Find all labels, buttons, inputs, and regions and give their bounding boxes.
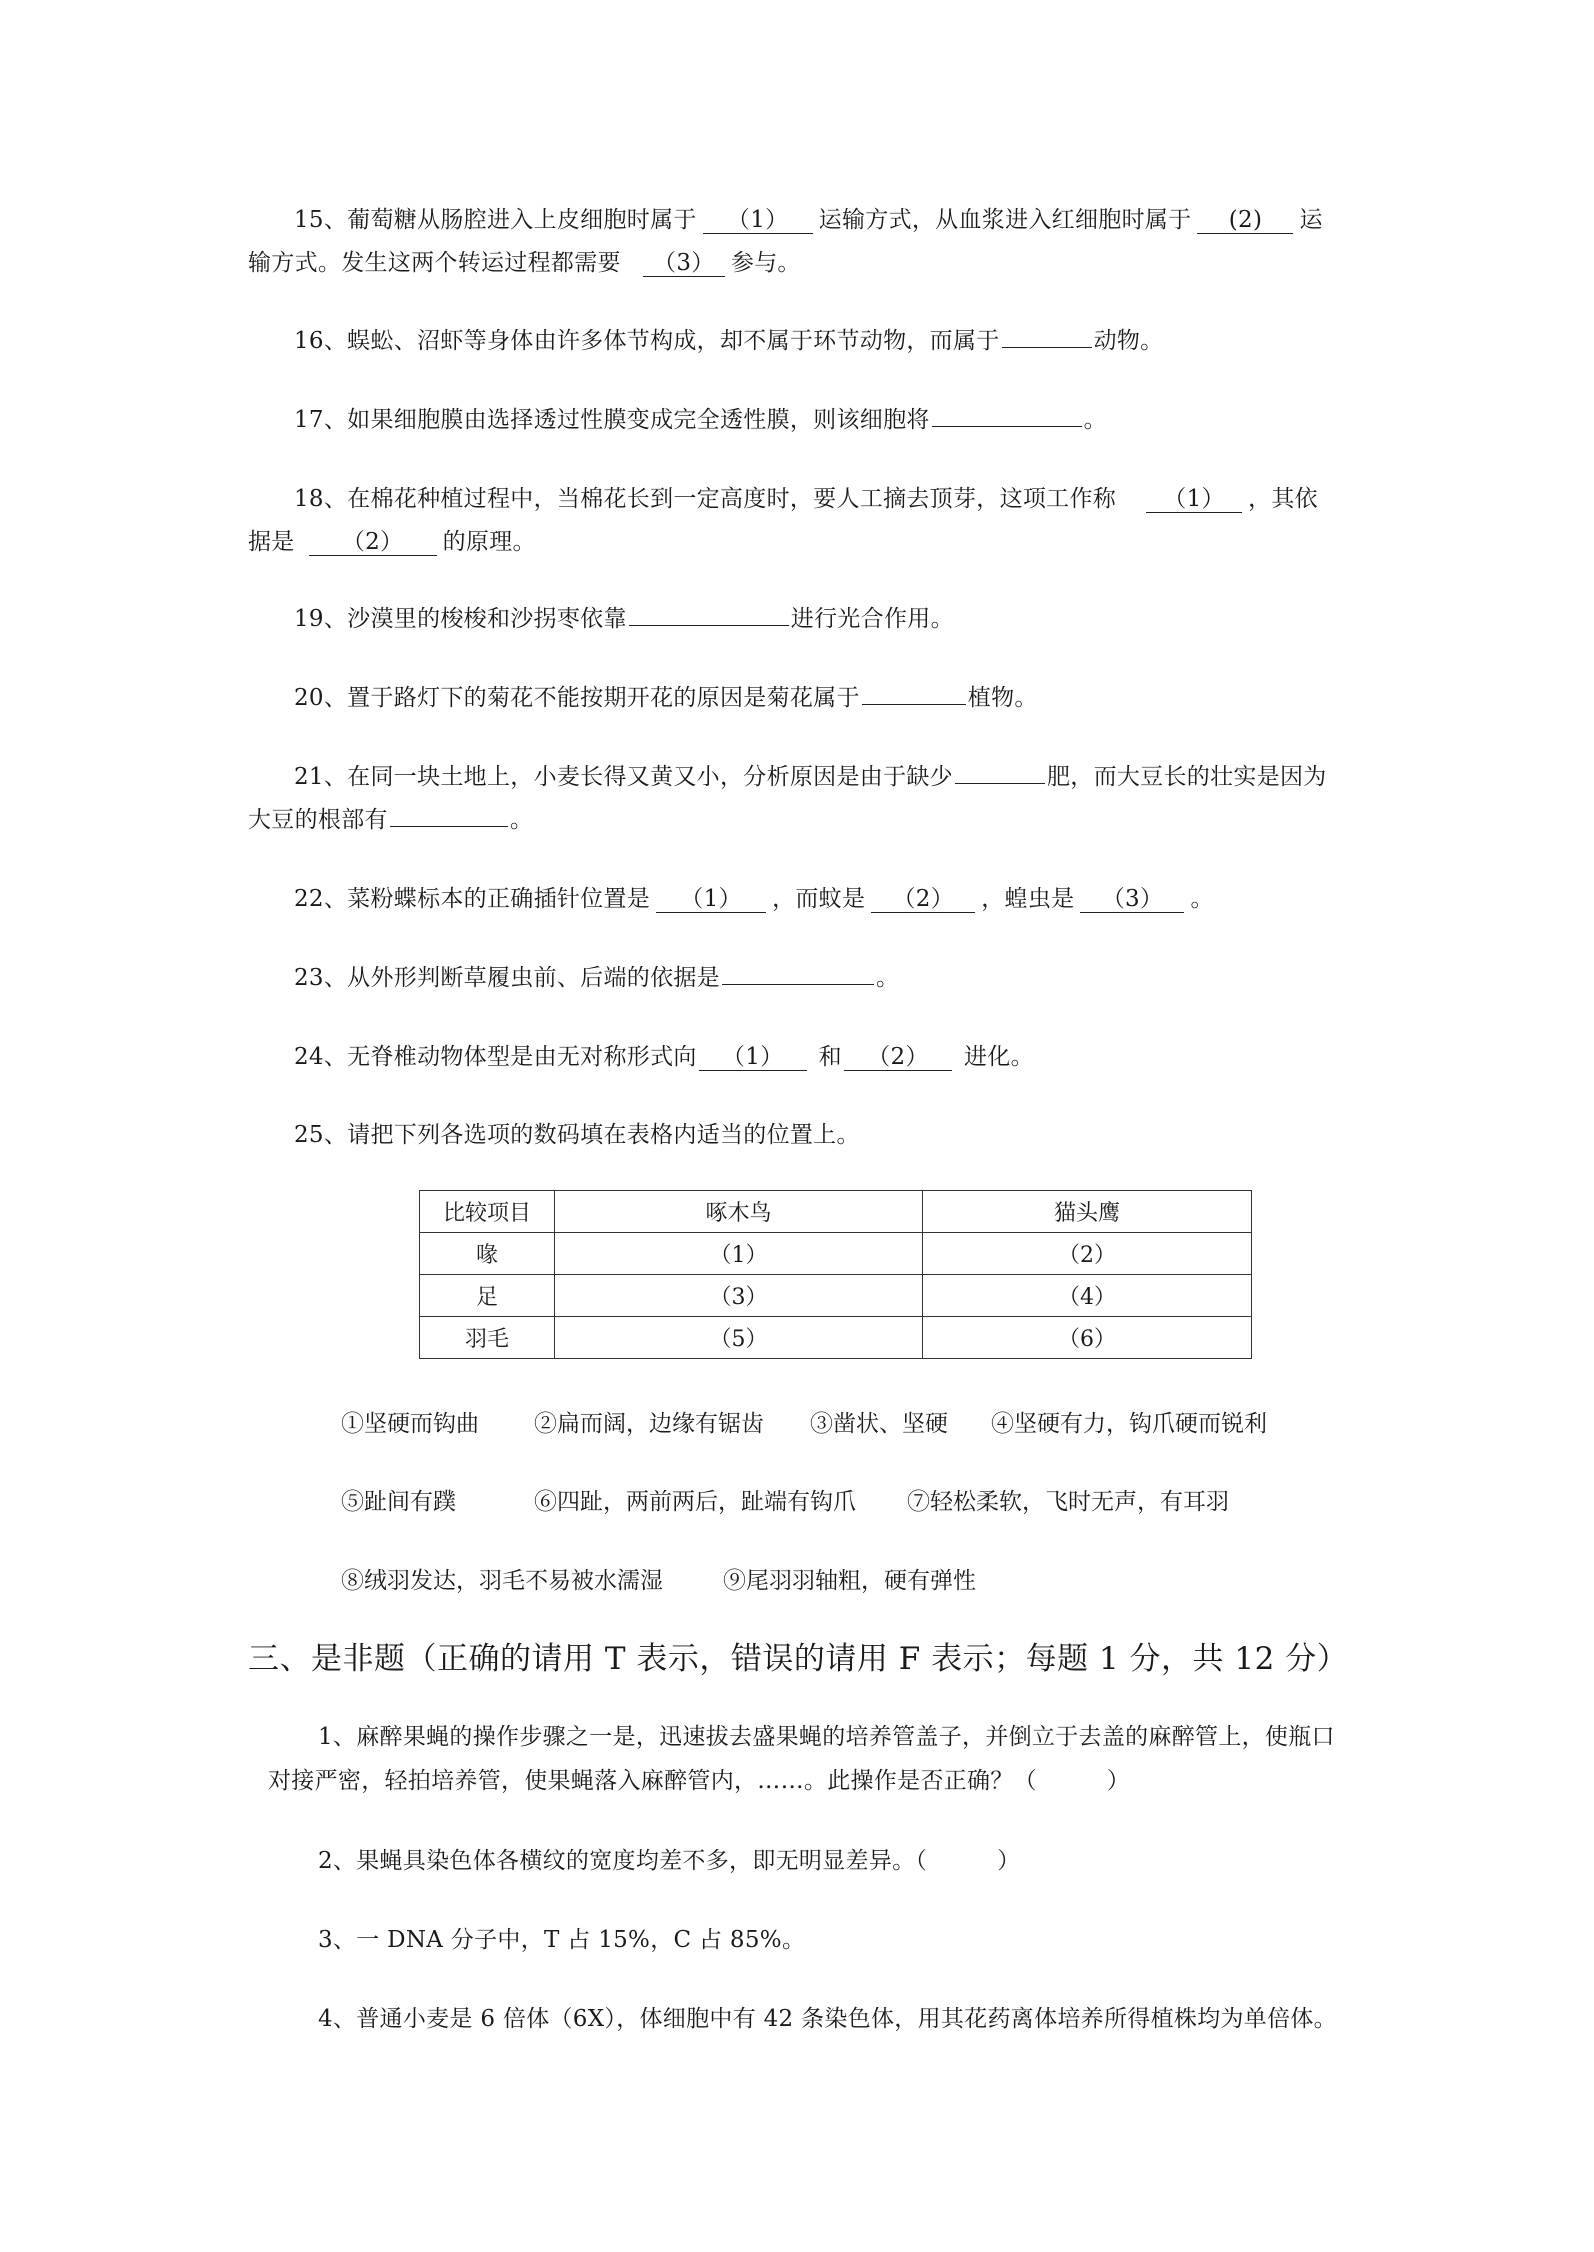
question-17 [294, 405, 1107, 435]
option-4: ④坚硬有力，钩爪硬而锐利 [991, 1411, 1267, 1437]
question-15-text: 15、葡萄糖从肠腔进入上皮细胞时属于 [294, 207, 697, 233]
answer-blank[interactable] [955, 783, 1045, 784]
answer-blank[interactable]: （3） [643, 250, 725, 277]
question-19-text: 19、沙漠里的梭梭和沙拐枣依靠 [294, 606, 627, 632]
question-15-line-1 [294, 205, 1323, 235]
question-15-text: 运输方式，从血浆进入红细胞时属于 [818, 207, 1192, 233]
true-false-1-line-1: 1、麻醉果蝇的操作步骤之一是，迅速拔去盛果蝇的培养管盖子，并倒立于去盖的麻醉管上，使瓶口 [318, 1724, 1335, 1750]
answer-blank[interactable]: （3） [1080, 886, 1184, 913]
question-22-text: 22、菜粉蝶标本的正确插针位置是 [294, 886, 651, 912]
question-24-text: 和 [818, 1044, 842, 1070]
answer-blank[interactable]: (2) [1197, 207, 1293, 234]
table-cell[interactable]: （6） [923, 1317, 1252, 1359]
question-18-text: 据是 [248, 529, 295, 555]
question-18-line-2 [248, 527, 536, 557]
question-17-text: 。 [1083, 407, 1107, 433]
question-24-text: 24、无脊椎动物体型是由无对称形式向 [294, 1044, 697, 1070]
true-false-3: 3、一 DNA 分子中，T 占 15%，C 占 85%。 [318, 1927, 806, 1953]
option-1: ①坚硬而钩曲 [341, 1411, 479, 1437]
answer-blank[interactable] [932, 426, 1082, 427]
option-2: ②扁而阔，边缘有锯齿 [534, 1411, 764, 1437]
option-5: ⑤趾间有蹼 [341, 1489, 456, 1515]
table-row-label: 羽毛 [420, 1317, 555, 1359]
option-7: ⑦轻松柔软，飞时无声，有耳羽 [907, 1489, 1229, 1515]
question-19 [294, 604, 954, 634]
answer-blank[interactable] [722, 984, 874, 985]
question-21-text: 21、在同一块土地上，小麦长得又黄又小，分析原因是由于缺少 [294, 764, 953, 790]
comparison-table [419, 1190, 1252, 1359]
question-21-text: 。 [509, 807, 534, 833]
answer-blank[interactable]: （1） [703, 207, 813, 234]
question-17-text: 17、如果细胞膜由选择透过性膜变成完全透性膜，则该细胞将 [294, 407, 930, 433]
table-cell[interactable]: （4） [923, 1275, 1252, 1317]
true-false-1-line-2: 对接严密，轻拍培养管，使果蝇落入麻醉管内，……。此操作是否正确？（ ） [268, 1768, 1131, 1794]
question-22-text: 。 [1190, 886, 1214, 912]
question-15-text: 输方式。发生这两个转运过程都需要 [248, 250, 621, 276]
table-header-cell: 猫头鹰 [923, 1191, 1252, 1233]
option-6: ⑥四趾，两前两后，趾端有钩爪 [534, 1489, 856, 1515]
answer-blank[interactable]: （1） [1146, 486, 1242, 513]
question-25 [294, 1120, 860, 1150]
option-3: ③凿状、坚硬 [810, 1411, 948, 1437]
question-18-text: 的原理。 [442, 529, 536, 555]
table-row [420, 1275, 1252, 1317]
question-19-text: 进行光合作用。 [790, 606, 954, 632]
answer-blank[interactable] [629, 625, 789, 626]
table-header-cell: 比较项目 [420, 1191, 555, 1233]
question-21-line-2 [248, 805, 533, 835]
table-row-label: 足 [420, 1275, 555, 1317]
question-18-text: ，其依 [1248, 486, 1318, 512]
table-cell[interactable]: （3） [555, 1275, 923, 1317]
question-16-text: 动物。 [1093, 328, 1164, 354]
question-20-text: 植物。 [967, 685, 1038, 711]
answer-blank[interactable]: （2） [309, 529, 437, 556]
question-24 [294, 1042, 1034, 1072]
question-22-text: ，而蚊是 [772, 886, 866, 912]
table-row-label: 喙 [420, 1233, 555, 1275]
question-20-text: 20、置于路灯下的菊花不能按期开花的原因是菊花属于 [294, 685, 860, 711]
question-21-text: 肥，而大豆长的壮实是因为 [1046, 764, 1327, 790]
section-3-title: 三、是非题（正确的请用 T 表示，错误的请用 F 表示；每题 1 分，共 12 分） [248, 1641, 1349, 1677]
question-18-text: 18、在棉花种植过程中，当棉花长到一定高度时，要人工摘去顶芽，这项工作称 [294, 486, 1117, 512]
answer-blank[interactable]: （2） [871, 886, 975, 913]
question-22-text: ，蝗虫是 [981, 886, 1075, 912]
question-23-text: 。 [875, 965, 900, 991]
question-16-text: 16、蜈蚣、沼虾等身体由许多体节构成，却不属于环节动物，而属于 [294, 328, 1000, 354]
table-row [420, 1317, 1252, 1359]
table-cell[interactable]: （5） [555, 1317, 923, 1359]
question-21-line-1 [294, 762, 1327, 792]
true-false-4: 4、普通小麦是 6 倍体（6X），体细胞中有 42 条染色体，用其花药离体培养所得植株均为单倍体。 [318, 2006, 1337, 2032]
option-9: ⑨尾羽羽轴粗，硬有弹性 [723, 1568, 976, 1594]
answer-blank[interactable]: （1） [699, 1044, 807, 1071]
question-23 [294, 963, 899, 993]
question-15-text: 参与。 [730, 250, 801, 276]
question-15-line-2 [248, 248, 801, 278]
table-cell[interactable]: （1） [555, 1233, 923, 1275]
question-16 [294, 326, 1163, 356]
question-22 [294, 884, 1214, 914]
table-header-row [420, 1191, 1252, 1233]
answer-blank[interactable] [390, 826, 508, 827]
table-cell[interactable]: （2） [923, 1233, 1252, 1275]
answer-blank[interactable]: （1） [656, 886, 766, 913]
question-15-text: 运 [1299, 207, 1323, 233]
question-18-line-1 [294, 484, 1318, 514]
option-8: ⑧绒羽发达，羽毛不易被水濡湿 [341, 1568, 663, 1594]
table-header-cell: 啄木鸟 [555, 1191, 923, 1233]
table-row [420, 1233, 1252, 1275]
question-23-text: 23、从外形判断草履虫前、后端的依据是 [294, 965, 720, 991]
answer-blank[interactable] [1002, 347, 1092, 348]
question-21-text: 大豆的根部有 [248, 807, 388, 833]
question-24-text: 进化。 [963, 1044, 1034, 1070]
question-20 [294, 683, 1038, 713]
answer-blank[interactable]: （2） [844, 1044, 952, 1071]
question-25-text: 25、请把下列各选项的数码填在表格内适当的位置上。 [294, 1122, 860, 1148]
answer-blank[interactable] [862, 704, 966, 705]
true-false-2: 2、果蝇具染色体各横纹的宽度均差不多，即无明显差异。（ ） [318, 1848, 1021, 1874]
